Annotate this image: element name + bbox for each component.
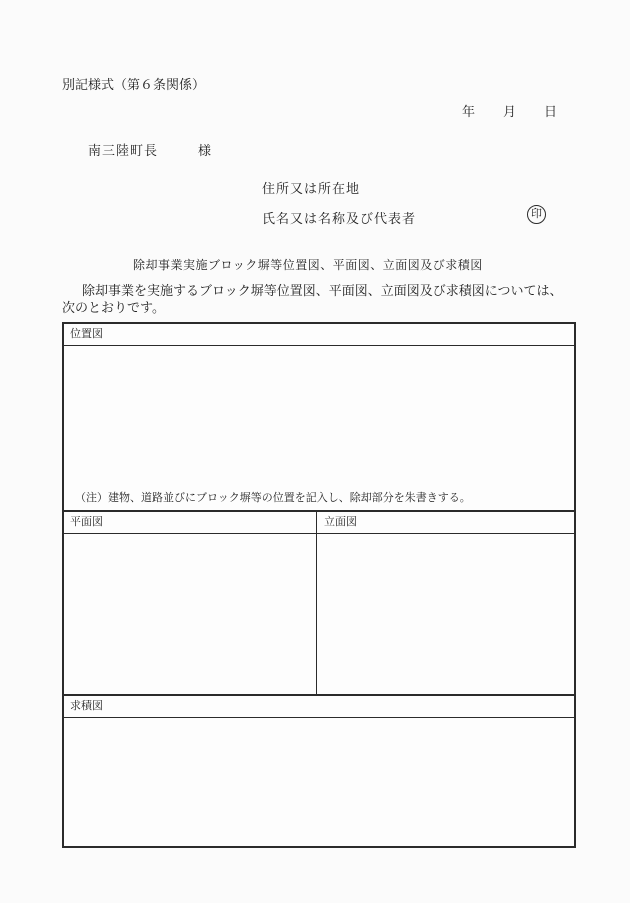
plan-drawing-area bbox=[64, 534, 317, 694]
plan-label: 平面図 bbox=[70, 516, 103, 528]
elevation-label: 立面図 bbox=[324, 516, 357, 528]
location-map-note: （注）建物、道路並びにブロック塀等の位置を記入し、除却部分を朱書きする。 bbox=[75, 492, 471, 504]
name-field-label: 氏名又は名称及び代表者 bbox=[262, 211, 417, 226]
elevation-label-cell bbox=[317, 512, 574, 533]
seal-mark-icon bbox=[527, 205, 546, 224]
date-month-blank bbox=[516, 101, 544, 120]
figures-table bbox=[62, 322, 576, 848]
date-year-label: 年 bbox=[462, 104, 476, 119]
body-paragraph-line1: 除却事業を実施するブロック塀等位置図、平面図、立面図及び求積図については、 bbox=[82, 283, 563, 298]
area-calc-label: 求積図 bbox=[70, 700, 103, 712]
elevation-drawing-area bbox=[317, 534, 574, 694]
plan-elevation-label-row bbox=[64, 512, 574, 534]
area-calc-drawing-area bbox=[64, 718, 574, 846]
addressee-name: 南三陸町長 bbox=[88, 143, 159, 158]
seal-mark-character: 印 bbox=[531, 208, 542, 220]
plan-label-cell bbox=[64, 512, 317, 533]
date-line bbox=[462, 101, 557, 120]
addressee-honorific: 様 bbox=[198, 143, 213, 158]
area-calc-label-row bbox=[64, 696, 574, 718]
location-map-label-row bbox=[64, 324, 574, 346]
address-field-label: 住所又は所在地 bbox=[262, 181, 361, 196]
plan-elevation-drawing-row bbox=[64, 534, 574, 696]
body-paragraph-line2: 次のとおりです。 bbox=[62, 300, 165, 315]
date-year-blank bbox=[475, 101, 503, 120]
format-label: 別記様式（第６条関係） bbox=[62, 77, 206, 92]
addressee-line bbox=[88, 140, 212, 159]
location-map-drawing-area bbox=[64, 346, 574, 512]
document-title: 除却事業実施ブロック塀等位置図、平面図、立面図及び求積図 bbox=[133, 258, 483, 272]
date-month-label: 月 bbox=[503, 104, 517, 119]
location-map-label: 位置図 bbox=[70, 328, 103, 340]
date-day-label: 日 bbox=[544, 104, 558, 119]
